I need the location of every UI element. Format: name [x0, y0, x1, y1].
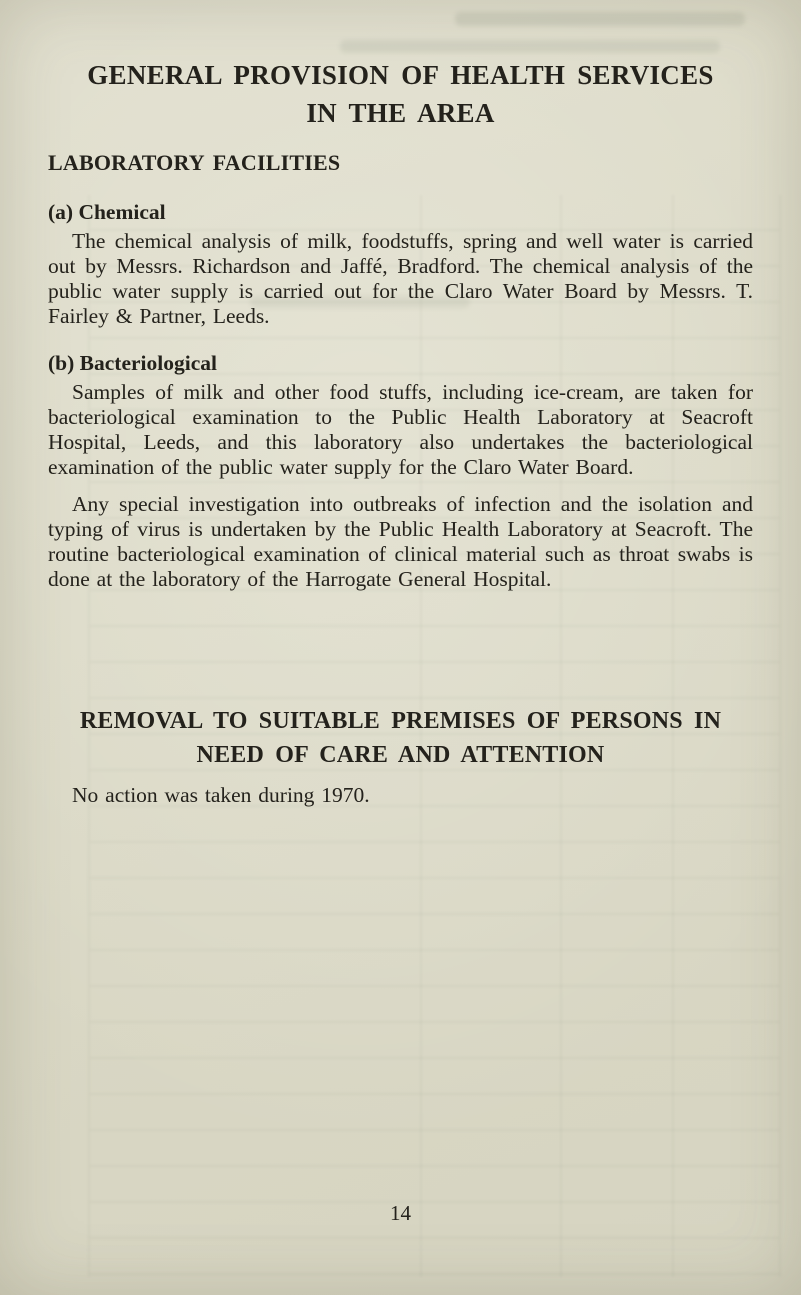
page-content: [48, 56, 753, 808]
bacteriological-subheading: (b) Bacteriological: [48, 351, 217, 375]
chemical-paragraph: The chemical analysis of milk, foodstuffs, spring and well water is carried out by Messrs. Richardson and Jaffé, Bradford. The chemical analysis of the public water supply is carried out for the Claro Water Board by Messrs. T. Fairley & Partner, Leeds.: [48, 229, 753, 328]
page-number: 14: [390, 1201, 411, 1225]
showthrough-text-bar: [340, 40, 720, 53]
removal-heading-line-1: REMOVAL TO SUITABLE PREMISES OF PERSONS IN: [79, 708, 722, 734]
removal-heading-line-2: NEED OF CARE AND ATTENTION: [196, 742, 605, 768]
main-title: [48, 56, 753, 132]
main-title-line-1: GENERAL PROVISION OF HEALTH SERVICES: [87, 60, 714, 90]
bacteriological-paragraph-1: Samples of milk and other food stuffs, including ice-cream, are taken for bacteriological examination to the Public Health Laboratory at Seacroft Hospital, Leeds, and this laboratory also undertakes the bacteriological examination of the public water supply for the Claro Water Board.: [48, 380, 753, 479]
chemical-subheading: (a) Chemical: [48, 200, 166, 224]
bacteriological-paragraph-2: Any special investigation into outbreaks of infection and the isolation and typing of virus is undertaken by the Public Health Laboratory at Seacroft. The routine bacteriological examination of clinical material such as throat swabs is done at the laboratory of the Harrogate General Hospital.: [48, 492, 753, 591]
removal-section-heading: [48, 704, 753, 772]
laboratory-facilities-heading: LABORATORY FACILITIES: [48, 150, 341, 175]
removal-body-paragraph: No action was taken during 1970.: [72, 783, 370, 807]
showthrough-text-bar: [455, 12, 745, 26]
main-title-line-2: IN THE AREA: [306, 98, 495, 128]
